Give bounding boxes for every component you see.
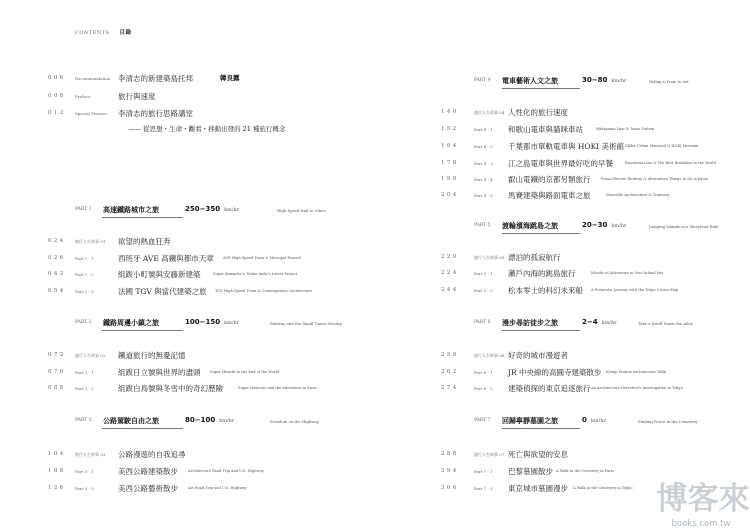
entry-title: 欲望的熱血狂奔 bbox=[118, 237, 171, 246]
entry-label: 旅行人生故事 07 bbox=[474, 452, 505, 457]
page-number: 1 6 4 bbox=[441, 143, 457, 149]
section-speed: 30−80 bbox=[582, 76, 608, 84]
entry-title: 美西公路建築散步 bbox=[118, 467, 178, 476]
section-subtitle: Jumping Islands in a Ferryboat Ride bbox=[649, 224, 719, 229]
entry-label: Part 3 - 2 bbox=[75, 486, 94, 491]
entry-title: 和歌山電車與貓咪車站 bbox=[508, 125, 583, 134]
section-speed: 250−350 bbox=[185, 205, 221, 213]
page-number: 2 6 2 bbox=[441, 369, 457, 375]
entry-author: 韓良露 bbox=[220, 74, 240, 82]
speed-unit: km/hr bbox=[611, 223, 627, 229]
section-subtitle: Railway and the Small Towns Nearby bbox=[270, 321, 342, 326]
entry-english-note: Kōenji Station Architecture Walk bbox=[606, 370, 666, 374]
entry-label: Special Feature bbox=[75, 111, 107, 116]
entry-title: 李清志的旅行思路講堂 bbox=[118, 109, 193, 118]
entry-title: 死亡與欲望的安息 bbox=[508, 450, 568, 459]
entry-title: 組跋日立號與世界的盡頭 bbox=[118, 368, 201, 377]
page-number: 2 8 8 bbox=[441, 451, 457, 457]
entry-english-note: Super Hakucho and the Adventure in Snow bbox=[238, 386, 318, 390]
page-number: 0 2 4 bbox=[48, 238, 64, 244]
entry-label: Part 6 - 1 bbox=[474, 370, 493, 375]
watermark-url: books.com.tw bbox=[671, 519, 731, 529]
section-title: 電車藝術人文之旅 bbox=[502, 77, 558, 85]
entry-label: Recommendation bbox=[75, 76, 111, 81]
section-underline bbox=[502, 88, 580, 89]
entry-label: Part 4 - 4 bbox=[474, 177, 493, 182]
page-number: 1 5 2 bbox=[441, 126, 457, 132]
entry-label: Part 4 - 1 bbox=[474, 127, 493, 132]
section-title: 漫步尋訪徒步之旅 bbox=[502, 319, 558, 327]
books-watermark-logo bbox=[653, 447, 750, 531]
page-number: 1 9 0 bbox=[441, 176, 457, 182]
page-number: 0 7 6 bbox=[48, 369, 64, 375]
entry-title: 漂泊的孤寂航行 bbox=[508, 253, 561, 262]
toc-left-column bbox=[48, 0, 368, 531]
section-underline bbox=[102, 217, 183, 218]
entry-title: 法國 TGV 與當代建築之旅 bbox=[118, 287, 207, 296]
page-number: 0 4 2 bbox=[48, 271, 64, 277]
page-number: 1 0 4 bbox=[48, 451, 64, 457]
entry-english-note: A Walk in the Cemetery in Tokyo bbox=[573, 486, 633, 490]
entry-title: 組跋白鳥號與冬雪中的奇幻歷險 bbox=[118, 384, 223, 393]
entry-title: 美西公路藝術散步 bbox=[118, 484, 178, 493]
entry-english-note: Wakayama Line & Tama Station bbox=[596, 127, 655, 131]
entry-english-note: TGV High Speed Train & Contemporary Architecture bbox=[215, 289, 313, 293]
section-speed: 80−100 bbox=[185, 416, 216, 424]
entry-english-note: Super Komachi & Tadao Ando's Latest Project bbox=[213, 272, 298, 276]
entry-english-note: Eizan Electric Railway & Alternative Things to Do in Kyoto bbox=[601, 177, 709, 181]
contents-label: CONTENTS bbox=[75, 30, 110, 36]
entry-label: Part 4 - 3 bbox=[474, 161, 493, 166]
section-subtitle: Riding a Tram to Art bbox=[649, 79, 689, 84]
section-part: PART 7 bbox=[474, 418, 491, 423]
entry-english-note: Marseille Architecture & Tramway bbox=[606, 193, 670, 197]
entry-label: Part 4 - 5 bbox=[474, 193, 493, 198]
entry-english-note: A Futuristic Journey with the Tokyo Cruise Ship bbox=[591, 288, 679, 292]
entry-label: Part 1 - 1 bbox=[75, 256, 94, 261]
section-underline bbox=[502, 428, 580, 429]
speed-unit: km/hr bbox=[219, 418, 235, 424]
page-number: 0 7 2 bbox=[48, 352, 64, 358]
page-number: 1 0 8 bbox=[48, 468, 64, 474]
speed-unit: km/hr bbox=[601, 320, 617, 326]
section-subtitle: High Speed Rail to Cities bbox=[277, 208, 326, 213]
section-part: PART 6 bbox=[474, 320, 491, 325]
entry-title: 千葉都市單軌電車與 HOKI 美術館 bbox=[508, 142, 625, 151]
entry-english-note: Architecture Road Trip and U.S. Highway bbox=[188, 469, 264, 473]
entry-label: 旅行人生故事 01 bbox=[75, 239, 106, 244]
section-title: 鐵路周邊小鎮之旅 bbox=[103, 319, 159, 327]
entry-label: 旅行人生故事 05 bbox=[474, 255, 505, 260]
page-number: 0 0 6 bbox=[48, 75, 64, 81]
section-title: 渡輪濱海跳島之旅 bbox=[502, 222, 558, 230]
section-part: PART 1 bbox=[75, 207, 92, 212]
page-number: 0 2 6 bbox=[48, 255, 64, 261]
page-number: 2 2 0 bbox=[441, 254, 457, 260]
section-underline bbox=[102, 428, 183, 429]
entry-english-note: Islands of Adventure in Seto Inland Sea bbox=[591, 271, 664, 275]
entry-label: 旅行人生故事 04 bbox=[474, 110, 505, 115]
page-number: 1 7 8 bbox=[441, 160, 457, 166]
entry-title: 巴黎墓園散步 bbox=[508, 467, 553, 476]
entry-title: 李清志的新建築島托邦 bbox=[118, 74, 193, 83]
entry-title: 馬賽建築與路面電車之旅 bbox=[508, 191, 591, 200]
entry-label: Part 1 - 3 bbox=[75, 289, 94, 294]
page-number: 0 8 8 bbox=[48, 385, 64, 391]
page-number: 2 0 4 bbox=[441, 192, 457, 198]
entry-label: Part 6 - 2 bbox=[474, 386, 493, 391]
section-part: PART 4 bbox=[474, 78, 491, 83]
section-part: PART 3 bbox=[75, 418, 92, 423]
section-speed: 2−4 bbox=[582, 318, 598, 326]
entry-title: 建築偵探的東京追逐旅行 bbox=[508, 384, 591, 393]
entry-title: 公路漫遊的自我追尋 bbox=[118, 450, 186, 459]
page-number: 0 1 2 bbox=[48, 110, 64, 116]
page-number: 2 9 4 bbox=[441, 468, 457, 474]
entry-subtitle: —— 從思想・生命・觀看・移動出發的 21 種旅行概念 bbox=[128, 125, 286, 133]
entry-label: Part 7 - 1 bbox=[474, 469, 493, 474]
entry-english-note: Art Road Trip and U.S. Highway bbox=[188, 486, 247, 490]
section-subtitle: Freedom on the Highway bbox=[270, 419, 319, 424]
entry-title: 組跋小町號與安藤新建築 bbox=[118, 270, 201, 279]
entry-label: Part 3 - 1 bbox=[75, 469, 94, 474]
section-part: PART 2 bbox=[75, 320, 92, 325]
entry-english-note: Enoshima Line & The Best Breakfast in the World bbox=[625, 161, 716, 165]
section-underline bbox=[102, 330, 183, 331]
entry-title: 西班牙 AVE 高鐵與都市天章 bbox=[118, 254, 214, 263]
section-subtitle: Finding Peace in the Cemetery bbox=[638, 419, 698, 424]
entry-title: 江之島電車與世界最好吃的早餐 bbox=[508, 159, 613, 168]
entry-english-note: Chiba Urban Monorail & HOKI Museum bbox=[625, 144, 699, 148]
entry-label: Preface bbox=[75, 94, 91, 99]
entry-title: 好奇的城市漫遊者 bbox=[508, 351, 568, 360]
section-underline bbox=[502, 233, 580, 234]
section-subtitle: Take a Stroll Down the Alley bbox=[638, 321, 693, 326]
entry-label: Part 5 - 2 bbox=[474, 288, 493, 293]
entry-title: 松本零士的科幻未來船 bbox=[508, 286, 583, 295]
entry-label: Part 7 - 2 bbox=[474, 486, 493, 491]
entry-english-note: Super Hitachi to the End of the World bbox=[210, 370, 280, 374]
entry-english-note: AVE High Speed Train & Metropol Parasol bbox=[223, 256, 301, 260]
page-number: 0 5 4 bbox=[48, 288, 64, 294]
speed-unit: km/hr bbox=[611, 78, 627, 84]
entry-label: Part 1 - 2 bbox=[75, 272, 94, 277]
entry-label: 旅行人生故事 02 bbox=[75, 353, 106, 358]
entry-label: Part 2 - 2 bbox=[75, 386, 94, 391]
entry-title: 瀨戶內海的跳島旅行 bbox=[508, 269, 576, 278]
speed-unit: km/hr bbox=[224, 320, 240, 326]
page-number: 1 4 0 bbox=[441, 109, 457, 115]
entry-label: Part 4 - 2 bbox=[474, 144, 493, 149]
entry-english-note: An Architecture Detective's Investigation in Tokyo bbox=[591, 386, 683, 390]
entry-title: 東京城市墓園漫步 bbox=[508, 484, 568, 493]
page-number: 2 7 4 bbox=[441, 385, 457, 391]
page-number: 2 4 4 bbox=[441, 287, 457, 293]
section-title: 高速鐵路城市之旅 bbox=[103, 206, 159, 214]
contents-title: 目錄 bbox=[119, 30, 132, 36]
page-number: 1 2 6 bbox=[48, 485, 64, 491]
page-number: 2 5 8 bbox=[441, 352, 457, 358]
section-speed: 20−30 bbox=[582, 221, 608, 229]
entry-title: 叡山電鐵的京都另類旅行 bbox=[508, 175, 591, 184]
section-title: 回歸寧靜墓園之旅 bbox=[502, 417, 558, 425]
section-underline bbox=[502, 330, 580, 331]
entry-title: 鐵道旅行的無憂記憶 bbox=[118, 351, 186, 360]
section-speed: 100−150 bbox=[185, 318, 221, 326]
watermark-text: 博客來 bbox=[656, 481, 750, 517]
page-number: 3 0 6 bbox=[441, 485, 457, 491]
section-title: 公路駕駛自由之旅 bbox=[103, 417, 159, 425]
page-number: 2 2 4 bbox=[441, 270, 457, 276]
entry-label: 旅行人生故事 03 bbox=[75, 452, 106, 457]
entry-label: Part 5 - 1 bbox=[474, 271, 493, 276]
entry-title: 旅行與速度 bbox=[118, 92, 156, 101]
entry-title: JR 中央線的高圓寺建築散步 bbox=[508, 368, 602, 377]
section-speed: 0 bbox=[582, 416, 587, 424]
entry-label: Part 2 - 1 bbox=[75, 370, 94, 375]
speed-unit: km/hr bbox=[590, 418, 606, 424]
entry-title: 人性化的旅行速度 bbox=[508, 108, 568, 117]
speed-unit: km/hr bbox=[224, 207, 240, 213]
entry-label: 旅行人生故事 06 bbox=[474, 353, 505, 358]
section-part: PART 5 bbox=[474, 223, 491, 228]
entry-english-note: A Walk in the Cemetery in Paris bbox=[556, 469, 614, 473]
page-number: 0 0 8 bbox=[48, 93, 64, 99]
